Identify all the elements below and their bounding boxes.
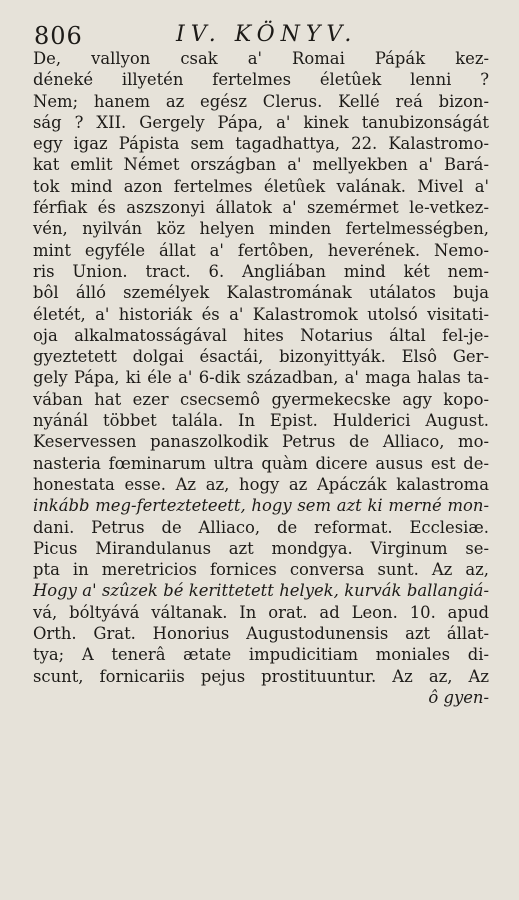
text-line: vá, bóltyává váltanak. In orat. ad Leon. 10. apud	[33, 602, 489, 622]
text-line: inkább meg-fertezteteett, hogy sem azt ki merné mon-	[33, 496, 489, 516]
text-line: pta in meretricios fornices conversa sunt. Az az,	[33, 560, 489, 580]
text-line: scunt, fornicariis pejus prostituuntur. Az az, Az	[33, 666, 489, 686]
text-line: életét, a' historiák és a' Kalastromok utolsó visitati-	[33, 304, 489, 324]
page-number: 806	[34, 22, 83, 50]
text-line: gely Pápa, ki éle a' 6-dik században, a' maga halas ta-	[33, 368, 489, 388]
text-line: nyánál többet talála. In Epist. Hulderici August.	[33, 411, 489, 431]
text-line: Picus Mirandulanus azt mondgya. Virginum se-	[33, 538, 489, 558]
text-line: ság ? XII. Gergely Pápa, a' kinek tanubizonságát	[33, 112, 489, 132]
text-line: vában hat ezer csecsemô gyermekecske agy kopo-	[33, 389, 489, 409]
text-line: bôl álló személyek Kalastromának utálatos buja	[33, 283, 489, 303]
text-line: ris Union. tract. 6. Angliában mind két nem-	[33, 261, 489, 281]
text-line: tya; A tenerâ ætate impudicitiam moniales di-	[33, 645, 489, 665]
text-line: nasteria fœminarum ultra quàm dicere ausus est de-	[33, 453, 489, 473]
text-line: kat emlit Német országban a' mellyekben a' Bará-	[33, 155, 489, 175]
text-line: egy igaz Pápista sem tagadhattya, 22. Kalastromo-	[33, 134, 489, 154]
catchword: ô gyen-	[428, 687, 489, 707]
text-line: Orth. Grat. Honorius Augustodunensis azt állat-	[33, 624, 489, 644]
text-line: vén, nyilván köz helyen minden fertelmességben,	[33, 219, 489, 239]
running-head: IV. KÖNYV.	[176, 22, 358, 47]
text-line: honestata esse. Az az, hogy az Apáczák kalastroma	[33, 474, 489, 494]
text-line: tok mind azon fertelmes életûek valának. Mivel a'	[33, 176, 489, 196]
text-line: Nem; hanem az egész Clerus. Kellé reá bizon-	[33, 91, 489, 111]
text-line: gyeztetett dolgai ésactái, bizonyittyák. Elsô Ger-	[33, 347, 489, 367]
text-line: De, vallyon csak a' Romai Pápák kez-	[33, 49, 489, 68]
text-line: Keservessen panaszolkodik Petrus de Alliaco, mo-	[33, 432, 489, 452]
text-line: dani. Petrus de Alliaco, de reformat. Ecclesiæ.	[33, 517, 489, 537]
text-line: Hogy a' szûzek bé kerittetett helyek, kurvák ballangiá-	[33, 581, 489, 601]
text-line: férfiak és aszszonyi állatok a' szemérmet le-vetkez-	[33, 198, 489, 218]
body-text	[33, 48, 489, 708]
text-line: oja alkalmatosságával hites Notarius által fel-je-	[33, 325, 489, 345]
text-line: mint egyféle állat a' fertôben, heverének. Nemo-	[33, 240, 489, 260]
text-line: déneké illyetén fertelmes életûek lenni ?	[33, 70, 489, 90]
